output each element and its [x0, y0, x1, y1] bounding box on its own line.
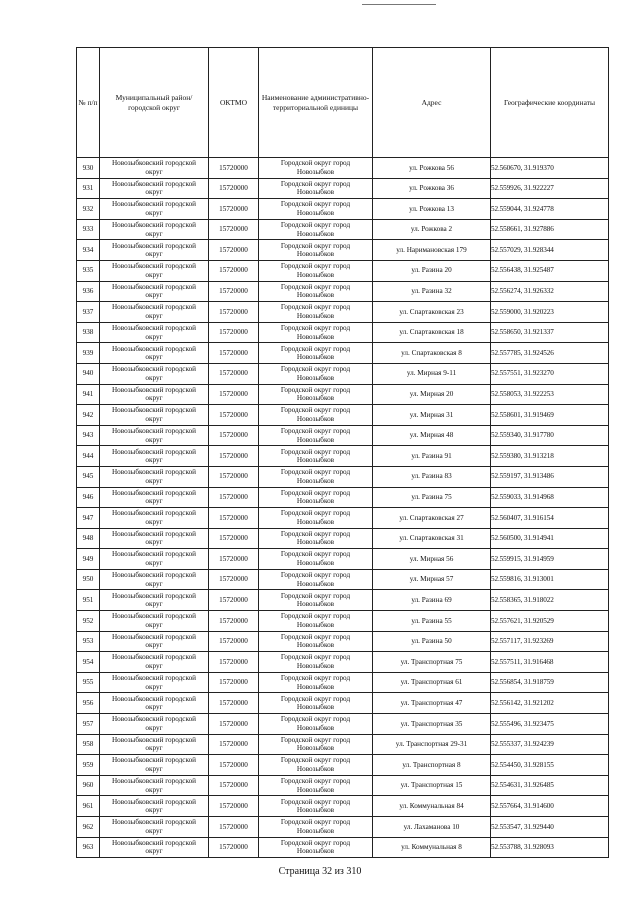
territory-cell: Городской округ город Новозыбков — [259, 260, 373, 281]
oktmo-cell: 15720000 — [209, 755, 259, 776]
district-cell: Новозыбковский городской округ — [100, 528, 209, 549]
table-row — [77, 322, 609, 343]
row-number: 957 — [77, 714, 100, 735]
oktmo-cell: 15720000 — [209, 240, 259, 261]
table-row — [77, 508, 609, 529]
row-number: 954 — [77, 652, 100, 673]
header-num: № п/п — [77, 48, 100, 158]
coordinates-cell: 52.554631, 31.926485 — [491, 775, 609, 796]
district-cell: Новозыбковский городской округ — [100, 446, 209, 467]
header-oktmo: ОКТМО — [209, 48, 259, 158]
coordinates-cell: 52.559000, 31.920223 — [491, 302, 609, 323]
territory-cell: Городской округ город Новозыбков — [259, 817, 373, 838]
oktmo-cell: 15720000 — [209, 466, 259, 487]
oktmo-cell: 15720000 — [209, 405, 259, 426]
address-cell: ул. Разина 32 — [373, 281, 491, 302]
address-cell: ул. Спартаковская 31 — [373, 528, 491, 549]
territory-cell: Городской округ город Новозыбков — [259, 652, 373, 673]
territory-cell: Городской округ город Новозыбков — [259, 219, 373, 240]
address-cell: ул. Рожкова 56 — [373, 158, 491, 179]
header-coords: Географические координаты — [491, 48, 609, 158]
oktmo-cell: 15720000 — [209, 817, 259, 838]
district-cell: Новозыбковский городской округ — [100, 405, 209, 426]
address-cell: ул. Разина 55 — [373, 611, 491, 632]
table-row — [77, 405, 609, 426]
row-number: 961 — [77, 796, 100, 817]
territory-cell: Городской округ город Новозыбков — [259, 796, 373, 817]
address-cell: ул. Разина 91 — [373, 446, 491, 467]
coordinates-cell: 52.559033, 31.914968 — [491, 487, 609, 508]
address-cell: ул. Транспортная 15 — [373, 775, 491, 796]
table-row — [77, 590, 609, 611]
coordinates-cell: 52.560500, 31.914941 — [491, 528, 609, 549]
address-cell: ул. Рожкова 2 — [373, 219, 491, 240]
oktmo-cell: 15720000 — [209, 487, 259, 508]
district-cell: Новозыбковский городской округ — [100, 219, 209, 240]
address-cell: ул. Разина 75 — [373, 487, 491, 508]
coordinates-cell: 52.559816, 31.913001 — [491, 569, 609, 590]
coordinates-cell: 52.556142, 31.921202 — [491, 693, 609, 714]
oktmo-cell: 15720000 — [209, 734, 259, 755]
territory-cell: Городской округ город Новозыбков — [259, 549, 373, 570]
address-cell: ул. Наримановская 179 — [373, 240, 491, 261]
district-cell: Новозыбковский городской округ — [100, 672, 209, 693]
top-divider — [362, 4, 436, 5]
oktmo-cell: 15720000 — [209, 528, 259, 549]
oktmo-cell: 15720000 — [209, 714, 259, 735]
territory-cell: Городской округ город Новозыбков — [259, 302, 373, 323]
coordinates-cell: 52.557117, 31.923269 — [491, 631, 609, 652]
row-number: 949 — [77, 549, 100, 570]
territory-cell: Городской округ город Новозыбков — [259, 363, 373, 384]
territory-cell: Городской округ город Новозыбков — [259, 611, 373, 632]
row-number: 930 — [77, 158, 100, 179]
district-cell: Новозыбковский городской округ — [100, 466, 209, 487]
oktmo-cell: 15720000 — [209, 796, 259, 817]
oktmo-cell: 15720000 — [209, 219, 259, 240]
header-address: Адрес — [373, 48, 491, 158]
table-row — [77, 281, 609, 302]
table-row — [77, 487, 609, 508]
coordinates-cell: 52.559915, 31.914959 — [491, 549, 609, 570]
coordinates-cell: 52.556438, 31.925487 — [491, 260, 609, 281]
coordinates-cell: 52.557785, 31.924526 — [491, 343, 609, 364]
address-cell: ул. Спартаковская 8 — [373, 343, 491, 364]
oktmo-cell: 15720000 — [209, 549, 259, 570]
district-cell: Новозыбковский городской округ — [100, 508, 209, 529]
territory-cell: Городской округ город Новозыбков — [259, 837, 373, 858]
territory-cell: Городской округ город Новозыбков — [259, 734, 373, 755]
territory-cell: Городской округ город Новозыбков — [259, 528, 373, 549]
territory-cell: Городской округ город Новозыбков — [259, 755, 373, 776]
row-number: 958 — [77, 734, 100, 755]
address-cell: ул. Рожкова 36 — [373, 178, 491, 199]
district-cell: Новозыбковский городской округ — [100, 652, 209, 673]
coordinates-cell: 52.558365, 31.918022 — [491, 590, 609, 611]
oktmo-cell: 15720000 — [209, 199, 259, 220]
row-number: 947 — [77, 508, 100, 529]
oktmo-cell: 15720000 — [209, 260, 259, 281]
district-cell: Новозыбковский городской округ — [100, 817, 209, 838]
coordinates-cell: 52.557511, 31.916468 — [491, 652, 609, 673]
row-number: 937 — [77, 302, 100, 323]
coordinates-cell: 52.557029, 31.928344 — [491, 240, 609, 261]
address-cell: ул. Разина 20 — [373, 260, 491, 281]
district-cell: Новозыбковский городской округ — [100, 755, 209, 776]
row-number: 956 — [77, 693, 100, 714]
oktmo-cell: 15720000 — [209, 446, 259, 467]
oktmo-cell: 15720000 — [209, 322, 259, 343]
table-row — [77, 425, 609, 446]
coordinates-cell: 52.558601, 31.919469 — [491, 405, 609, 426]
address-cell: ул. Разина 50 — [373, 631, 491, 652]
row-number: 932 — [77, 199, 100, 220]
territory-cell: Городской округ город Новозыбков — [259, 425, 373, 446]
row-number: 941 — [77, 384, 100, 405]
district-cell: Новозыбковский городской округ — [100, 487, 209, 508]
address-cell: ул. Транспортная 61 — [373, 672, 491, 693]
table-row — [77, 363, 609, 384]
table-row — [77, 755, 609, 776]
address-cell: ул. Коммунальная 84 — [373, 796, 491, 817]
table-row — [77, 466, 609, 487]
row-number: 939 — [77, 343, 100, 364]
table-row — [77, 219, 609, 240]
row-number: 943 — [77, 425, 100, 446]
territory-cell: Городской округ город Новозыбков — [259, 446, 373, 467]
district-cell: Новозыбковский городской округ — [100, 384, 209, 405]
coordinates-cell: 52.559044, 31.924778 — [491, 199, 609, 220]
row-number: 935 — [77, 260, 100, 281]
table-row — [77, 672, 609, 693]
table-row — [77, 384, 609, 405]
territory-cell: Городской округ город Новозыбков — [259, 487, 373, 508]
district-cell: Новозыбковский городской округ — [100, 549, 209, 570]
coordinates-cell: 52.557664, 31.914600 — [491, 796, 609, 817]
territory-cell: Городской округ город Новозыбков — [259, 714, 373, 735]
address-cell: ул. Разина 83 — [373, 466, 491, 487]
territory-cell: Городской округ город Новозыбков — [259, 199, 373, 220]
coordinates-cell: 52.559926, 31.922227 — [491, 178, 609, 199]
table-row — [77, 528, 609, 549]
territory-cell: Городской округ город Новозыбков — [259, 158, 373, 179]
header-district: Муниципальный район/городской округ — [100, 48, 209, 158]
territory-cell: Городской округ город Новозыбков — [259, 775, 373, 796]
table-row — [77, 714, 609, 735]
territory-cell: Городской округ город Новозыбков — [259, 343, 373, 364]
table-row — [77, 343, 609, 364]
district-cell: Новозыбковский городской округ — [100, 693, 209, 714]
district-cell: Новозыбковский городской округ — [100, 302, 209, 323]
address-cell: ул. Мирная 56 — [373, 549, 491, 570]
oktmo-cell: 15720000 — [209, 178, 259, 199]
territory-cell: Городской округ город Новозыбков — [259, 693, 373, 714]
territory-cell: Городской округ город Новозыбков — [259, 466, 373, 487]
coordinates-cell: 52.558053, 31.922253 — [491, 384, 609, 405]
coordinates-cell: 52.555496, 31.923475 — [491, 714, 609, 735]
oktmo-cell: 15720000 — [209, 425, 259, 446]
address-cell: ул. Транспортная 75 — [373, 652, 491, 673]
address-cell: ул. Мирная 9-11 — [373, 363, 491, 384]
district-cell: Новозыбковский городской округ — [100, 281, 209, 302]
registry-table — [76, 47, 609, 858]
row-number: 934 — [77, 240, 100, 261]
coordinates-cell: 52.560407, 31.916154 — [491, 508, 609, 529]
row-number: 944 — [77, 446, 100, 467]
coordinates-cell: 52.557551, 31.923270 — [491, 363, 609, 384]
territory-cell: Городской округ город Новозыбков — [259, 178, 373, 199]
coordinates-cell: 52.557621, 31.920529 — [491, 611, 609, 632]
row-number: 948 — [77, 528, 100, 549]
row-number: 938 — [77, 322, 100, 343]
address-cell: ул. Транспортная 8 — [373, 755, 491, 776]
territory-cell: Городской округ город Новозыбков — [259, 672, 373, 693]
district-cell: Новозыбковский городской округ — [100, 178, 209, 199]
table-row — [77, 693, 609, 714]
address-cell: ул. Рожкова 13 — [373, 199, 491, 220]
address-cell: ул. Спартаковская 23 — [373, 302, 491, 323]
territory-cell: Городской округ город Новозыбков — [259, 240, 373, 261]
coordinates-cell: 52.559380, 31.913218 — [491, 446, 609, 467]
oktmo-cell: 15720000 — [209, 508, 259, 529]
table-row — [77, 446, 609, 467]
row-number: 951 — [77, 590, 100, 611]
oktmo-cell: 15720000 — [209, 775, 259, 796]
coordinates-cell: 52.554450, 31.928155 — [491, 755, 609, 776]
address-cell: ул. Транспортная 47 — [373, 693, 491, 714]
territory-cell: Городской округ город Новозыбков — [259, 631, 373, 652]
coordinates-cell: 52.553547, 31.929440 — [491, 817, 609, 838]
table-body — [77, 158, 609, 858]
oktmo-cell: 15720000 — [209, 837, 259, 858]
oktmo-cell: 15720000 — [209, 631, 259, 652]
coordinates-cell: 52.556274, 31.926332 — [491, 281, 609, 302]
row-number: 946 — [77, 487, 100, 508]
oktmo-cell: 15720000 — [209, 302, 259, 323]
address-cell: ул. Разина 69 — [373, 590, 491, 611]
district-cell: Новозыбковский городской округ — [100, 775, 209, 796]
address-cell: ул. Мирная 20 — [373, 384, 491, 405]
row-number: 955 — [77, 672, 100, 693]
row-number: 940 — [77, 363, 100, 384]
coordinates-cell: 52.558650, 31.921337 — [491, 322, 609, 343]
territory-cell: Городской округ город Новозыбков — [259, 569, 373, 590]
territory-cell: Городской округ город Новозыбков — [259, 322, 373, 343]
table-row — [77, 260, 609, 281]
address-cell: ул. Лахаманова 10 — [373, 817, 491, 838]
address-cell: ул. Спартаковская 27 — [373, 508, 491, 529]
coordinates-cell: 52.559340, 31.917780 — [491, 425, 609, 446]
table-row — [77, 817, 609, 838]
table-row — [77, 796, 609, 817]
row-number: 942 — [77, 405, 100, 426]
district-cell: Новозыбковский городской округ — [100, 569, 209, 590]
district-cell: Новозыбковский городской округ — [100, 240, 209, 261]
address-cell: ул. Коммунальная 8 — [373, 837, 491, 858]
territory-cell: Городской округ город Новозыбков — [259, 405, 373, 426]
coordinates-cell: 52.556854, 31.918759 — [491, 672, 609, 693]
row-number: 963 — [77, 837, 100, 858]
coordinates-cell: 52.555337, 31.924239 — [491, 734, 609, 755]
oktmo-cell: 15720000 — [209, 363, 259, 384]
coordinates-cell: 52.553788, 31.928093 — [491, 837, 609, 858]
district-cell: Новозыбковский городской округ — [100, 796, 209, 817]
coordinates-cell: 52.560670, 31.919370 — [491, 158, 609, 179]
oktmo-cell: 15720000 — [209, 343, 259, 364]
territory-cell: Городской округ город Новозыбков — [259, 384, 373, 405]
oktmo-cell: 15720000 — [209, 281, 259, 302]
district-cell: Новозыбковский городской округ — [100, 425, 209, 446]
table-row — [77, 569, 609, 590]
table-row — [77, 158, 609, 179]
table-row — [77, 631, 609, 652]
district-cell: Новозыбковский городской округ — [100, 158, 209, 179]
table-row — [77, 734, 609, 755]
table-row — [77, 302, 609, 323]
district-cell: Новозыбковский городской округ — [100, 714, 209, 735]
row-number: 933 — [77, 219, 100, 240]
district-cell: Новозыбковский городской округ — [100, 363, 209, 384]
table-header-row — [77, 48, 609, 158]
row-number: 950 — [77, 569, 100, 590]
row-number: 953 — [77, 631, 100, 652]
address-cell: ул. Мирная 57 — [373, 569, 491, 590]
row-number: 936 — [77, 281, 100, 302]
coordinates-cell: 52.558661, 31.927886 — [491, 219, 609, 240]
district-cell: Новозыбковский городской округ — [100, 611, 209, 632]
district-cell: Новозыбковский городской округ — [100, 343, 209, 364]
table-row — [77, 549, 609, 570]
row-number: 952 — [77, 611, 100, 632]
oktmo-cell: 15720000 — [209, 158, 259, 179]
address-cell: ул. Мирная 31 — [373, 405, 491, 426]
row-number: 962 — [77, 817, 100, 838]
territory-cell: Городской округ город Новозыбков — [259, 508, 373, 529]
address-cell: ул. Транспортная 29-31 — [373, 734, 491, 755]
district-cell: Новозыбковский городской округ — [100, 590, 209, 611]
table-row — [77, 240, 609, 261]
row-number: 959 — [77, 755, 100, 776]
district-cell: Новозыбковский городской округ — [100, 260, 209, 281]
table-row — [77, 611, 609, 632]
table-row — [77, 199, 609, 220]
table-row — [77, 775, 609, 796]
district-cell: Новозыбковский городской округ — [100, 837, 209, 858]
table-row — [77, 837, 609, 858]
territory-cell: Городской округ город Новозыбков — [259, 590, 373, 611]
oktmo-cell: 15720000 — [209, 590, 259, 611]
oktmo-cell: 15720000 — [209, 652, 259, 673]
district-cell: Новозыбковский городской округ — [100, 734, 209, 755]
header-territory: Наименование административно-территориальной единицы — [259, 48, 373, 158]
table-row — [77, 178, 609, 199]
table-row — [77, 652, 609, 673]
district-cell: Новозыбковский городской округ — [100, 631, 209, 652]
district-cell: Новозыбковский городской округ — [100, 322, 209, 343]
oktmo-cell: 15720000 — [209, 693, 259, 714]
row-number: 960 — [77, 775, 100, 796]
address-cell: ул. Мирная 48 — [373, 425, 491, 446]
page-number: Страница 32 из 310 — [278, 866, 362, 877]
district-cell: Новозыбковский городской округ — [100, 199, 209, 220]
address-cell: ул. Спартаковская 18 — [373, 322, 491, 343]
row-number: 931 — [77, 178, 100, 199]
oktmo-cell: 15720000 — [209, 384, 259, 405]
oktmo-cell: 15720000 — [209, 569, 259, 590]
territory-cell: Городской округ город Новозыбков — [259, 281, 373, 302]
oktmo-cell: 15720000 — [209, 611, 259, 632]
address-cell: ул. Транспортная 35 — [373, 714, 491, 735]
row-number: 945 — [77, 466, 100, 487]
coordinates-cell: 52.559197, 31.913486 — [491, 466, 609, 487]
oktmo-cell: 15720000 — [209, 672, 259, 693]
